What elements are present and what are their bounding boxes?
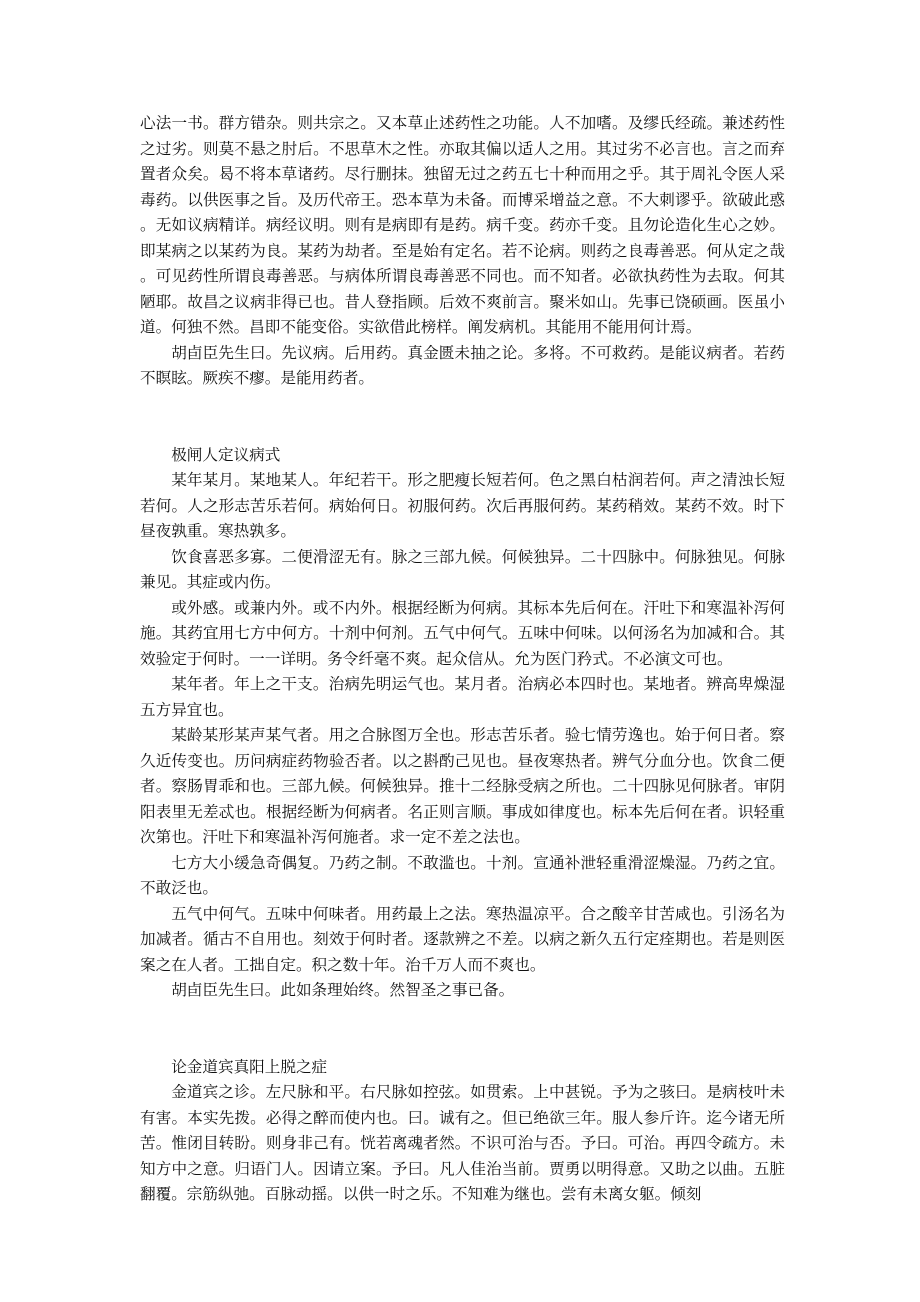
section-preface [140, 111, 785, 392]
section-spacer [140, 392, 785, 443]
section-title: 极闸人定议病式 [171, 445, 281, 464]
section-case-jin [140, 1055, 785, 1208]
paragraph: 心法一书。群方错杂。则共宗之。又本草止述药性之功能。人不加嗜。及缪氏经疏。兼述药性之过劣。则莫不悬之肘后。不思草木之性。亦取其偏以适人之用。其过劣不必言也。言之而弃置者众矣。曷不将本草诸药。尽行删抹。独留无过之药五七十种而用之乎。其于周礼令医人采毒药。以供医事之旨。及历代帝王。恐本草为未备。而博采增益之意。不大刺谬乎。欲破此惑。无如议病精详。病经议明。则有是病即有是药。病千变。药亦千变。且勿论造化生心之妙。即某病之以某药为良。某药为劫者。至是始有定名。若不论病。则药之良毒善恶。何从定之哉。可见药性所谓良毒善恶。与病体所谓良毒善恶不同也。而不知者。必欲执药性为去取。何其陋耶。故昌之议病非得已也。昔人登指顾。后效不爽前言。聚米如山。先事已饶硕画。医虽小道。何独不然。昌即不能变俗。实欲借此榜样。阐发病机。其能用不能用何计焉。 [140, 114, 785, 336]
paragraph: 金道宾之诊。左尺脉和平。右尺脉如控弦。如贯索。上中甚锐。予为之骇曰。是病枝叶未有害。本实先拨。必得之醉而使内也。曰。诚有之。但已绝欲三年。服人参斤许。迄今诸无所苦。惟闭目转盼。则身非己有。恍若离魂者然。不识可治与否。予曰。可治。再四令疏方。未知方中之意。归语门人。因请立案。予曰。凡人佳治当前。贾勇以明得意。又助之以曲。五脏翻覆。宗筋纵弛。百脉动摇。以供一时之乐。不知难为继也。尝有未离女躯。倾刻 [140, 1083, 785, 1203]
section-case-format [140, 443, 785, 1004]
section-title: 论金道宾真阳上脱之症 [171, 1057, 328, 1076]
paragraph: 某龄某形某声某气者。用之合脉图万全也。形志苦乐者。验七情劳逸也。始于何日者。察久近传变也。历问病症药物验否者。以之斟酌己见也。昼夜寒热者。辨气分血分也。饮食二便者。察肠胃乖和也。三部九候。何候独异。推十二经脉受病之所也。二十四脉见何脉者。审阴阳表里无差忒也。根据经断为何病者。名正则言顺。事成如律度也。标本先后何在者。识轻重次第也。汗吐下和寒温补泻何施者。求一定不差之法也。 [140, 726, 785, 846]
paragraph: 或外感。或兼内外。或不内外。根据经断为何病。其标本先后何在。汗吐下和寒温补泻何施。其药宜用七方中何方。十剂中何剂。五气中何气。五味中何味。以何汤名为加减和合。其效验定于何时。一一详明。务令纤毫不爽。起众信从。允为医门矜式。不必演文可也。 [140, 598, 785, 668]
paragraph: 胡卣臣先生曰。先议病。后用药。真金匮未抽之论。多将。不可救药。是能议病者。若药不瞑眩。厥疾不瘳。是能用药者。 [140, 343, 785, 387]
section-spacer [140, 1004, 785, 1055]
document-page [140, 111, 785, 1208]
paragraph: 某年某月。某地某人。年纪若干。形之肥瘦长短若何。色之黑白枯润若何。声之清浊长短若何。人之形志苦乐若何。病始何日。初服何药。次后再服何药。某药稍效。某药不效。时下昼夜孰重。寒热孰多。 [140, 471, 785, 540]
paragraph: 胡卣臣先生曰。此如条理始终。然智圣之事已备。 [171, 981, 515, 999]
paragraph: 饮食喜恶多寡。二便滑涩无有。脉之三部九候。何候独异。二十四脉中。何脉独见。何脉兼见。其症或内伤。 [140, 547, 785, 591]
paragraph: 五气中何气。五味中何味者。用药最上之法。寒热温凉平。合之酸辛甘苦咸也。引汤名为加减者。循古不自用也。刻效于何时者。逐款辨之不差。以病之新久五行定痊期也。若是则医案之在人者。工拙自定。积之数十年。治千万人而不爽也。 [140, 904, 785, 974]
paragraph: 某年者。年上之干支。治病先明运气也。某月者。治病必本四时也。某地者。辨高卑燥湿五方异宜也。 [140, 675, 785, 719]
paragraph: 七方大小缓急奇偶复。乃药之制。不敢滥也。十剂。宣通补泄轻重滑涩燥湿。乃药之宜。不敢泛也。 [140, 853, 785, 897]
